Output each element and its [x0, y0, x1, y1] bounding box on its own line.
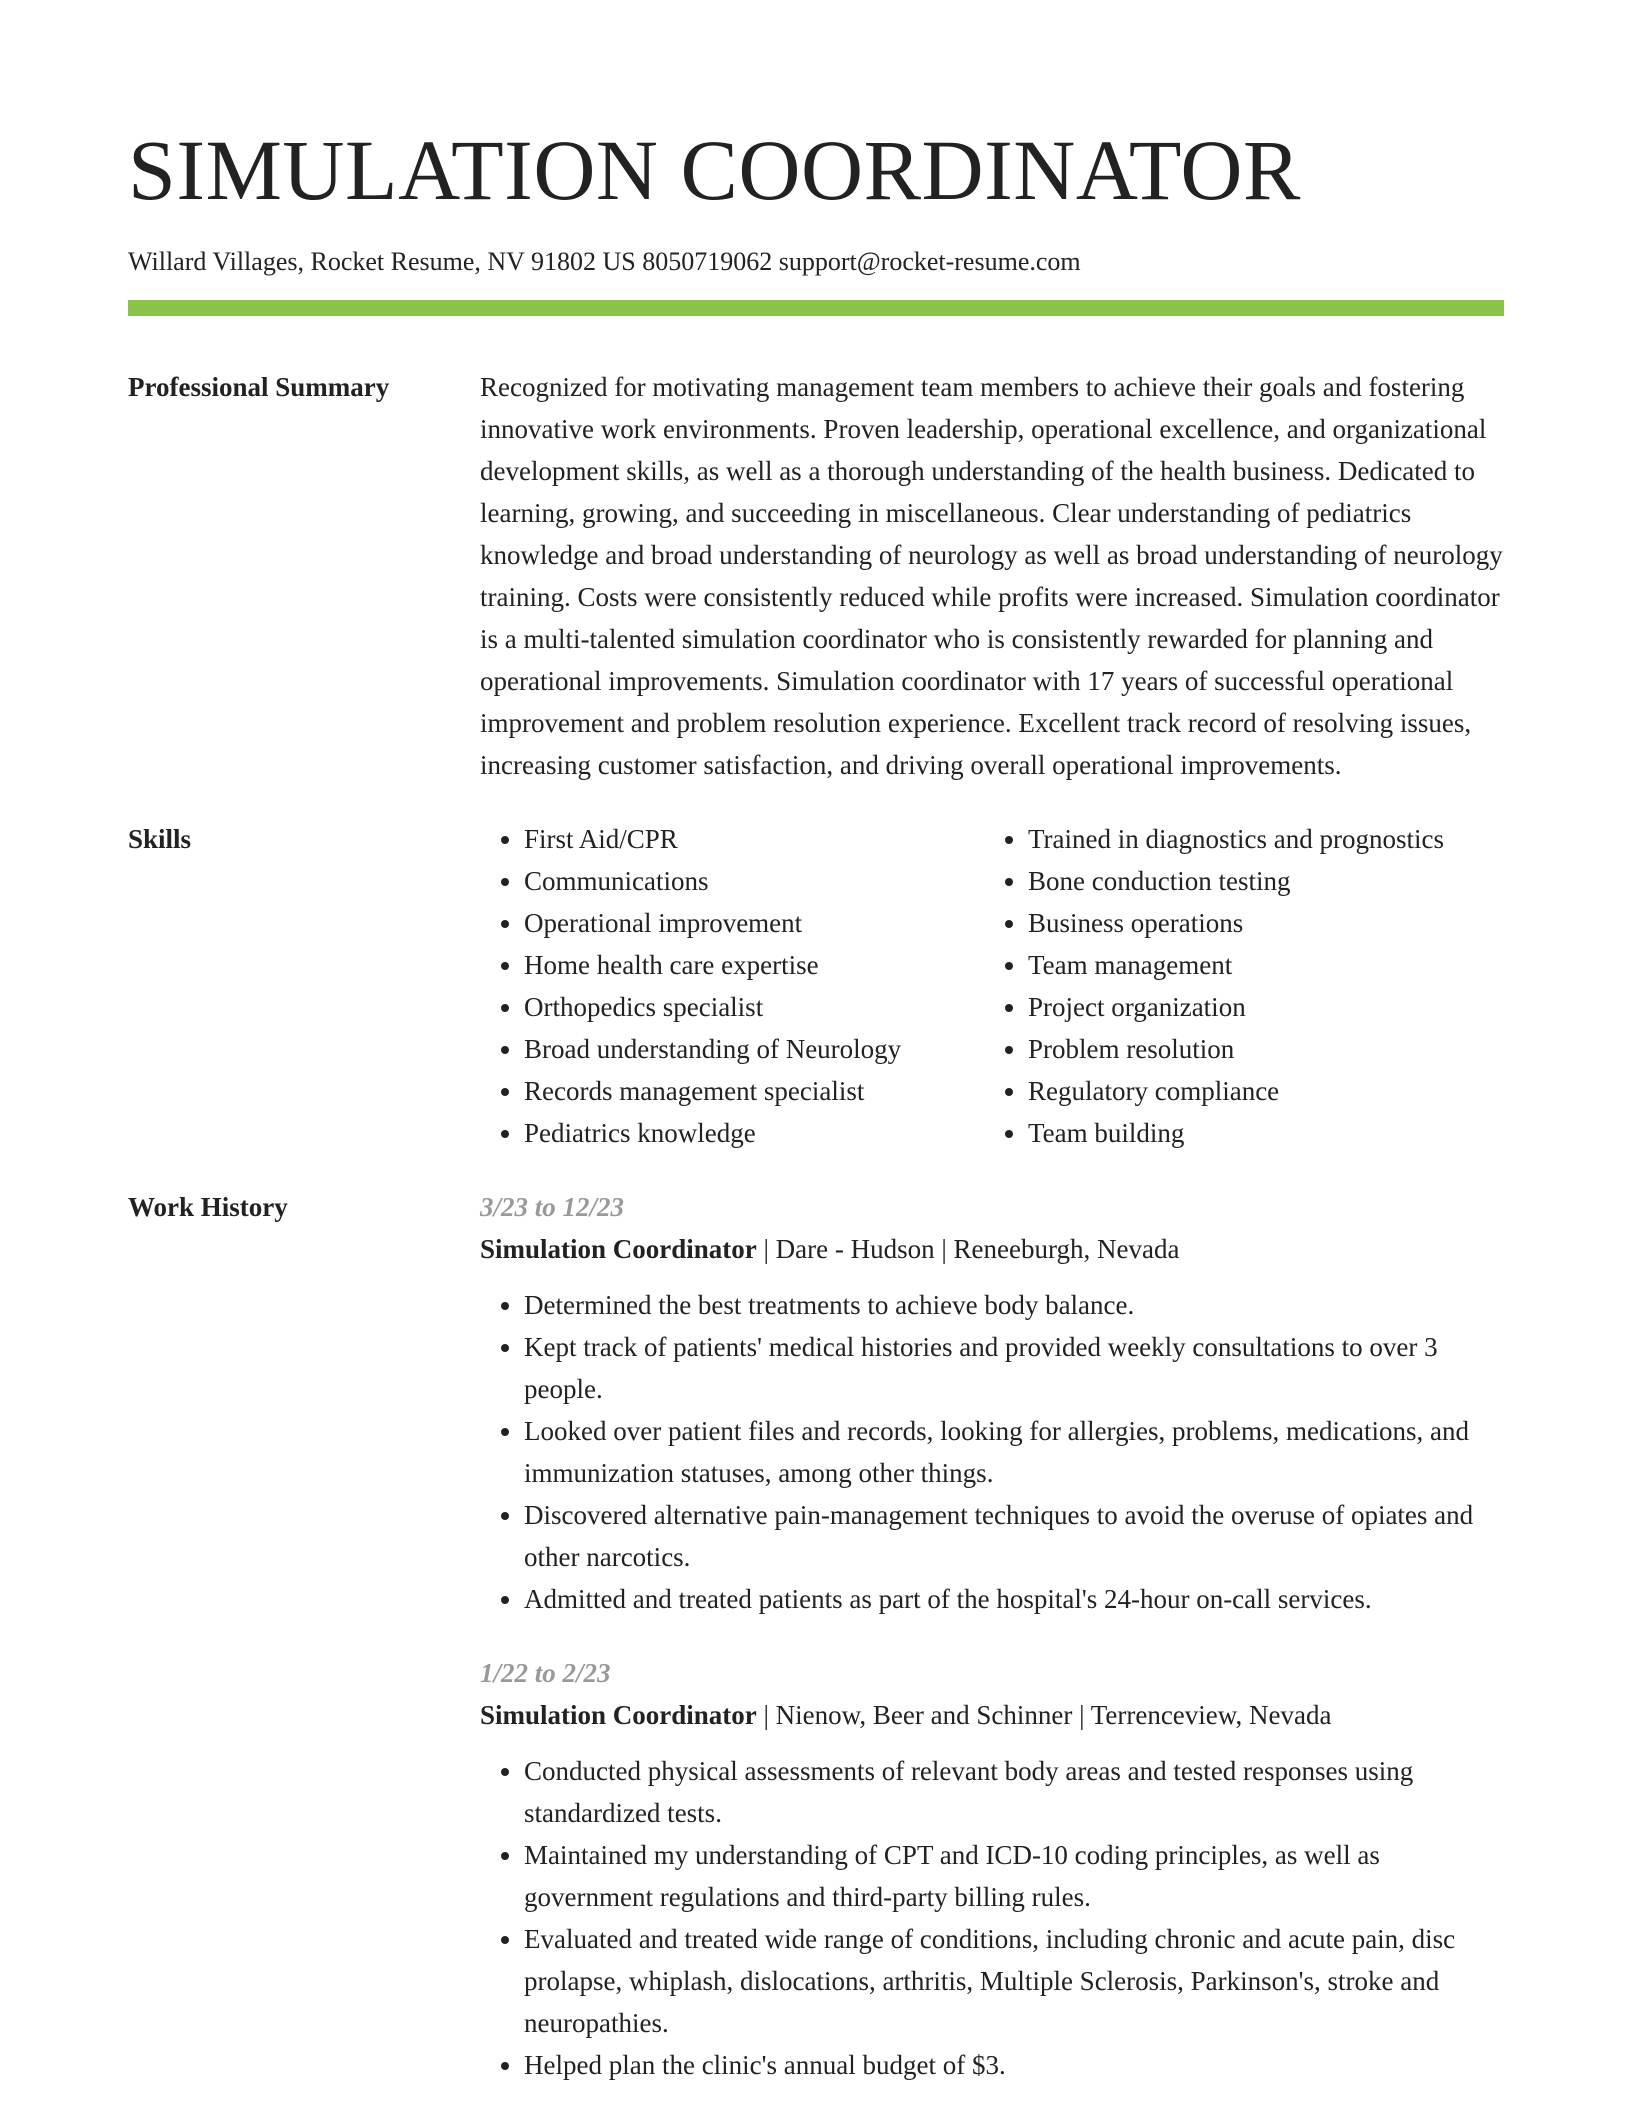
skill-item: • Trained in diagnostics and prognostics [1028, 818, 1504, 860]
contact-info: Willard Villages, Rocket Resume, NV 91802 US 8050719062 support@rocket-resume.com [128, 247, 1081, 276]
section-heading-skills: Skills [128, 824, 192, 854]
job-entry [480, 1652, 1504, 2086]
skills-section [128, 818, 1504, 1154]
professional-summary-section [128, 366, 1504, 786]
skills-list-left [480, 818, 984, 1154]
job-title: Simulation Coordinator [480, 1700, 757, 1730]
job-bullet: • Discovered alternative pain-management techniques to avoid the overuse of opiates and other narcotics. [524, 1494, 1504, 1578]
resume-page [128, 0, 1504, 2086]
job-dates: 3/23 to 12/23 [480, 1192, 625, 1222]
job-bullet: • Evaluated and treated wide range of conditions, including chronic and acute pain, disc prolapse, whiplash, dislocations, arthritis, Multiple Sclerosis, Parkinson's, stroke and neuropathies. [524, 1918, 1504, 2044]
skill-item: • Team management [1028, 944, 1504, 986]
job-bullet: • Looked over patient files and records, looking for allergies, problems, medications, and immunization statuses, among other things. [524, 1410, 1504, 1494]
job-heading [480, 1228, 1504, 1270]
job-heading [480, 1694, 1504, 1736]
job-bullets [480, 1284, 1504, 1620]
job-bullet: • Determined the best treatments to achieve body balance. [524, 1284, 1504, 1326]
skills-columns [480, 818, 1504, 1154]
skill-item: • Pediatrics knowledge [524, 1112, 984, 1154]
work-history-section [128, 1186, 1504, 2086]
section-heading-work-history: Work History [128, 1192, 288, 1222]
skill-item: • Orthopedics specialist [524, 986, 984, 1028]
skill-item: • Project organization [1028, 986, 1504, 1028]
job-employer-location: | Nienow, Beer and Schinner | Terrenceview, Nevada [756, 1700, 1332, 1730]
job-bullet: • Kept track of patients' medical histories and provided weekly consultations to over 3 people. [524, 1326, 1504, 1410]
skill-item: • Records management specialist [524, 1070, 984, 1112]
skill-item: • Team building [1028, 1112, 1504, 1154]
job-bullet: • Conducted physical assessments of relevant body areas and tested responses using standardized tests. [524, 1750, 1504, 1834]
skill-item: • Regulatory compliance [1028, 1070, 1504, 1112]
skill-item: • Business operations [1028, 902, 1504, 944]
job-bullet: • Helped plan the clinic's annual budget of $3. [524, 2044, 1504, 2086]
candidate-name: SIMULATION COORDINATOR [128, 122, 1301, 218]
skill-item: • First Aid/CPR [524, 818, 984, 860]
skill-item: • Operational improvement [524, 902, 984, 944]
job-bullet: • Maintained my understanding of CPT and ICD-10 coding principles, as well as government regulations and third-party billing rules. [524, 1834, 1504, 1918]
skill-item: • Broad understanding of Neurology [524, 1028, 984, 1070]
job-bullets [480, 1750, 1504, 2086]
job-entry [480, 1186, 1504, 1620]
skill-item: • Home health care expertise [524, 944, 984, 986]
job-bullet: • Admitted and treated patients as part of the hospital's 24-hour on-call services. [524, 1578, 1504, 1620]
skills-list-right [984, 818, 1504, 1154]
section-heading-summary: Professional Summary [128, 372, 390, 402]
header-divider [128, 300, 1504, 316]
summary-text: Recognized for motivating management team members to achieve their goals and fostering innovative work environments. Proven leadership, operational excellence, and organizational development skills, as well as a thorough understanding of the health business. Dedicated to learning, growing, and succeeding in miscellaneous. Clear understanding of pediatrics knowledge and broad understanding of neurology as well as broad understanding of neurology training. Costs were consistently reduced while profits were increased. Simulation coordinator is a multi-talented simulation coordinator who is consistently rewarded for planning and operational improvements. Simulation coordinator with 17 years of successful operational improvement and problem resolution experience. Excellent track record of resolving issues, increasing customer satisfaction, and driving overall operational improvements. [480, 372, 1503, 780]
skill-item: • Communications [524, 860, 984, 902]
skill-item: • Problem resolution [1028, 1028, 1504, 1070]
job-dates: 1/22 to 2/23 [480, 1658, 611, 1688]
skill-item: • Bone conduction testing [1028, 860, 1504, 902]
job-title: Simulation Coordinator [480, 1234, 757, 1264]
job-employer-location: | Dare - Hudson | Reneeburgh, Nevada [756, 1234, 1180, 1264]
